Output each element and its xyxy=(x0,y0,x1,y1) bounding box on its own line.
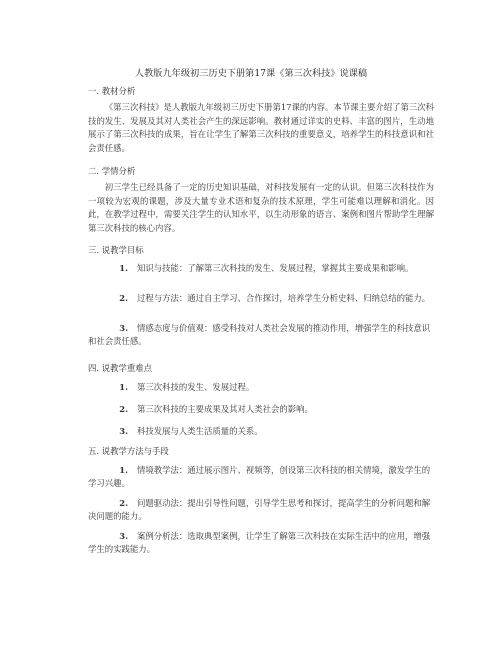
list-item xyxy=(88,530,434,557)
list-item-text: 情境教学法：通过展示图片、视频等，创设第三次科技的相关情境，激发学生的学习兴趣。 xyxy=(88,465,431,489)
list-item-number: 2. xyxy=(119,404,128,414)
section-heading-teaching-goals: 三. 说教学目标 xyxy=(88,245,144,255)
list-item-text: 第三次科技的发生、发展过程。 xyxy=(137,382,255,392)
document-title: 人教版九年级初三历史下册第17课《第三次科技》说课稿 xyxy=(134,68,368,79)
list-item-text: 第三次科技的主要成果及其对人类社会的影响。 xyxy=(137,404,313,414)
list-item-text: 知识与技能：了解第三次科技的发生、发展过程，掌握其主要成果和影响。 xyxy=(137,263,414,273)
list-item-number: 2. xyxy=(119,293,128,303)
list-item-number: 3. xyxy=(119,426,128,436)
list-item-text: 科技发展与人类生活质量的关系。 xyxy=(137,426,263,436)
list-item-number: 3. xyxy=(119,531,128,541)
list-item-number: 1. xyxy=(119,263,128,273)
section-heading-teaching-methods: 五. 说教学方法与手段 xyxy=(88,446,169,456)
list-item xyxy=(88,425,434,438)
list-item xyxy=(88,322,434,349)
list-item-text: 过程与方法：通过自主学习、合作探讨，培养学生分析史料、归纳总结的能力。 xyxy=(137,293,431,303)
list-item xyxy=(88,262,434,275)
list-item-text: 问题驱动法：提出引导性问题，引导学生思考和探讨，提高学生的分析问题和解决问题的能力。 xyxy=(88,498,431,522)
list-item-number: 1. xyxy=(119,382,128,392)
section-heading-textbook-analysis: 一. 教材分析 xyxy=(88,86,136,96)
section-heading-student-analysis: 二. 学情分析 xyxy=(88,166,136,176)
list-item xyxy=(88,464,434,491)
list-item xyxy=(88,497,434,524)
paragraph-textbook-analysis: 《第三次科技》是人教版九年级初三历史下册第17课的内容。本节课主要介绍了第三次科技的发生、发展及其对人类社会产生的深远影响。教材通过详实的史料、丰富的图片，生动地展示了第三次科技的成果，旨在让学生了解第三次科技的重要意义，培养学生的科技意识和社会责任感。 xyxy=(88,102,434,153)
list-item-number: 3. xyxy=(119,323,128,333)
list-item-number: 1. xyxy=(119,465,128,475)
list-item xyxy=(88,292,434,305)
section-heading-key-difficult-points: 四. 说教学重难点 xyxy=(88,363,152,373)
list-item-number: 2. xyxy=(119,498,128,508)
list-item-text: 情感态度与价值观：感受科技对人类社会发展的推动作用，增强学生的科技意识和社会责任感。 xyxy=(88,323,431,347)
list-item-text: 案例分析法：选取典型案例，让学生了解第三次科技在实际生活中的应用，增强学生的实践能力。 xyxy=(88,531,431,555)
list-item xyxy=(88,403,434,416)
paragraph-student-analysis: 初三学生已经具备了一定的历史知识基础，对科技发展有一定的认识。但第三次科技作为一项较为宏观的课题，涉及大量专业术语和复杂的技术原理，学生可能难以理解和消化。因此，在教学过程中，需要关注学生的认知水平，以生动形象的语言、案例和图片帮助学生理解第三次科技的核心内容。 xyxy=(88,182,434,233)
list-item xyxy=(88,381,434,394)
